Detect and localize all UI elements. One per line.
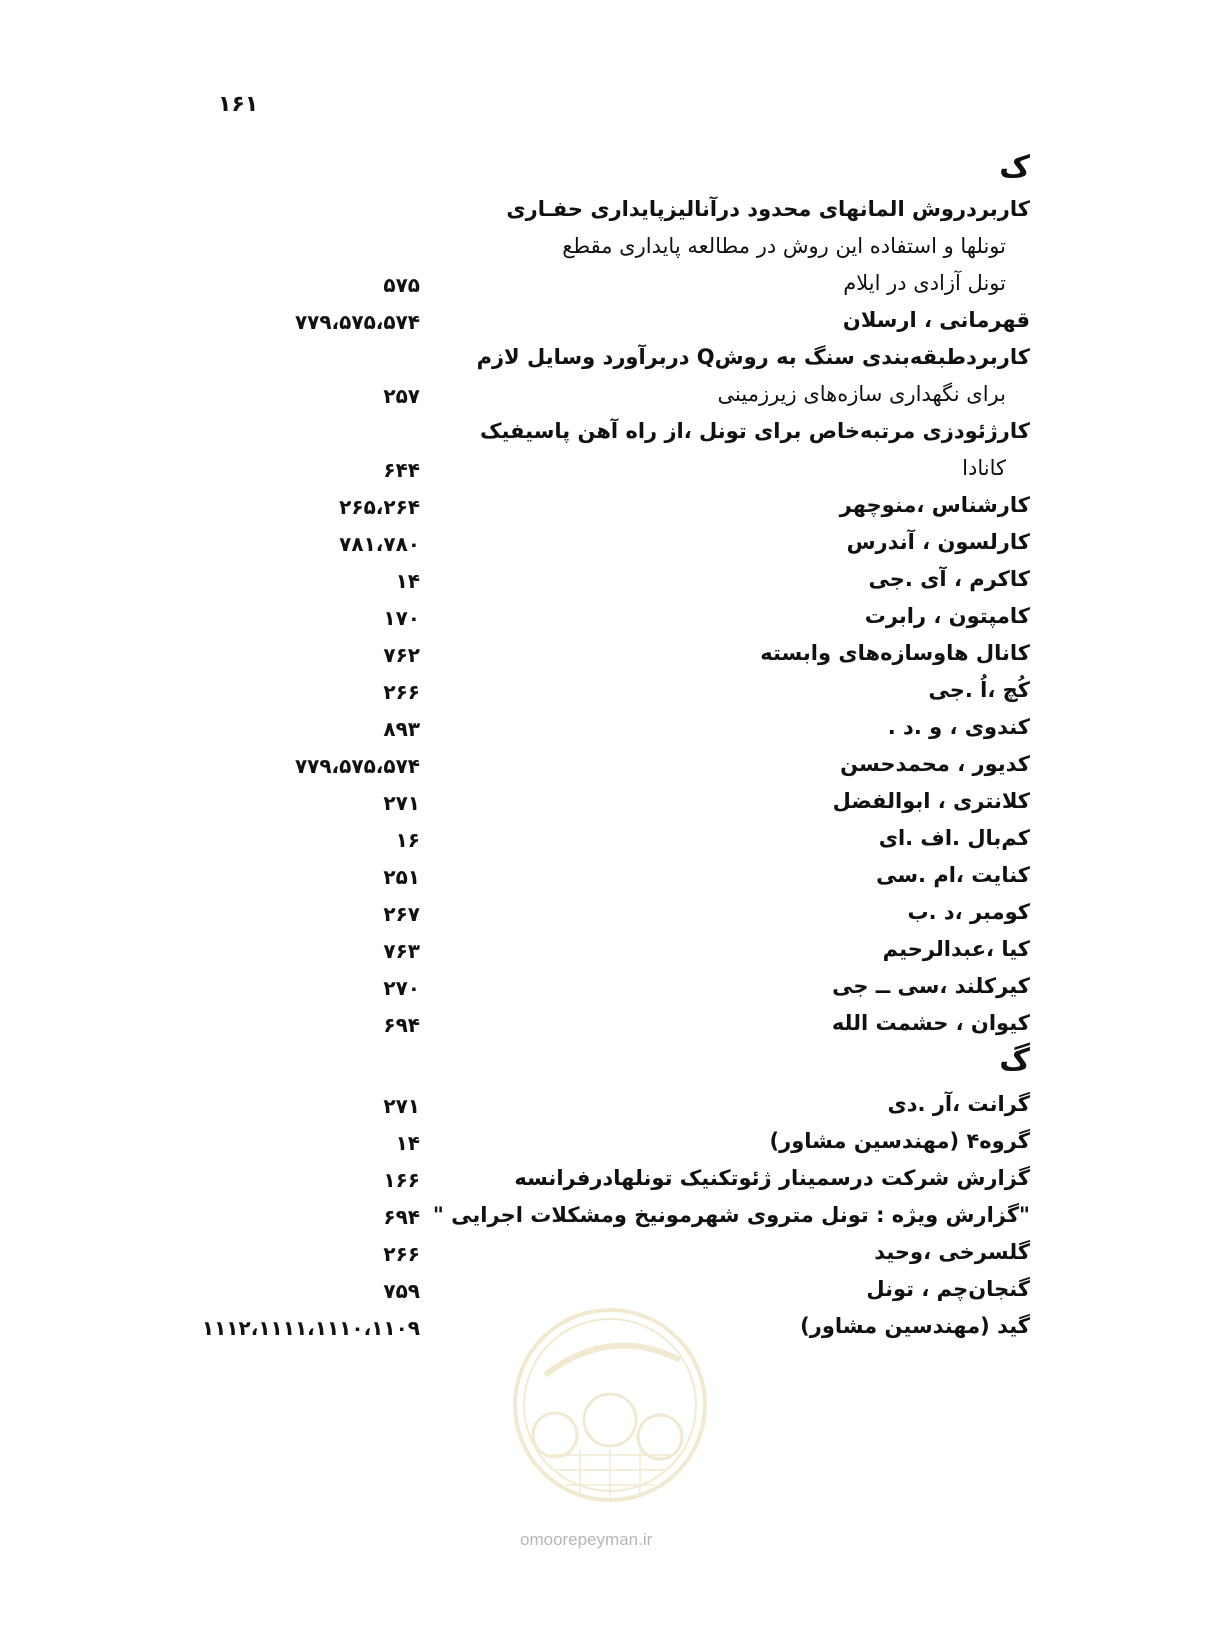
entry-line: برای نگهداری سازه‌های زیرزمینی (717, 382, 1006, 406)
entry-line: قهرمانی ، ارسلان (842, 308, 1030, 332)
entry-pages: ۷۶۳ (383, 939, 420, 963)
entry-line: تونل آزادی در ایلام (843, 271, 1006, 295)
entry-pages: ۲۶۵،۲۶۴ (339, 495, 420, 519)
entry-pages: ۷۷۹،۵۷۵،۵۷۴ (294, 310, 420, 334)
entry-pages: ۷۸۱،۷۸۰ (339, 532, 420, 556)
entry-line: کیرکلند ،سی ــ جی (832, 974, 1030, 998)
entry-line: کُچ ،اُ .جی (928, 678, 1030, 702)
entry-pages: ۲۶۷ (383, 902, 420, 926)
entry-line: گرانت ،آر .دی (887, 1092, 1030, 1116)
entry-pages: ۷۵۹ (383, 1279, 420, 1303)
entry-line: کانادا (962, 456, 1006, 480)
letter-heading-gaf: گ (999, 1043, 1030, 1078)
entry-pages: ۸۹۳ (383, 717, 420, 741)
entry-line: کارشناس ،منوچهر (839, 493, 1030, 517)
entry-line: کاکرم ، آی .جی (868, 567, 1030, 591)
entry-pages: ۵۷۵ (383, 273, 420, 297)
entry-pages: ۲۶۶ (383, 680, 420, 704)
entry-line: کنایت ،ام .سی (876, 863, 1030, 887)
entry-line: کارژئودزی مرتبه‌خاص برای تونل ،از راه آهن پاسیفیک (479, 419, 1030, 443)
entry-line: "گزارش ویژه : تونل متروی شهرمونیخ ومشکلات اجرایی " (432, 1203, 1030, 1227)
entry-line: کم‌بال .اف .ای (878, 826, 1030, 850)
letter-heading-kaf: ک (999, 150, 1030, 185)
entry-pages: ۲۵۷ (383, 384, 420, 408)
entry-pages: ۱۶ (395, 828, 420, 852)
entry-pages: ۲۶۶ (383, 1242, 420, 1266)
entry-pages: ۷۷۹،۵۷۵،۵۷۴ (294, 754, 420, 778)
entry-pages: ۶۹۴ (383, 1013, 420, 1037)
entry-line: کارلسون ، آندرس (846, 530, 1030, 554)
entry-line: کومبر ،د .ب (907, 900, 1030, 924)
entry-line: کامپتون ، رابرت (864, 604, 1030, 628)
entry-pages: ۱۴ (395, 1131, 420, 1155)
entry-line: کیوان ، حشمت الله (831, 1011, 1030, 1035)
entry-pages: ۲۵۱ (383, 865, 420, 889)
entry-line: کانال هاوسازه‌های وابسته (760, 641, 1030, 665)
entry-pages: ۱۴ (395, 569, 420, 593)
gear-seal-icon (510, 1305, 710, 1505)
entry-line: کاربردطبقه‌بندی سنگ به روشQ دربرآورد وسایل لازم (476, 345, 1030, 369)
entry-line: کدیور ، محمدحسن (840, 752, 1030, 776)
entry-line: گزارش شرکت درسمینار ژئوتکنیک تونلهادرفرانسه (514, 1166, 1030, 1190)
entry-pages: ۲۷۱ (383, 1094, 420, 1118)
entry-pages: ۱۷۰ (383, 606, 420, 630)
entry-line: کلانتری ، ابوالفضل (832, 789, 1030, 813)
page-number: ۱۶۱ (218, 92, 259, 117)
entry-pages: ۶۹۴ (383, 1205, 420, 1229)
entry-line: گید (مهندسین مشاور) (800, 1314, 1030, 1338)
entry-line: کندوی ، و .د . (887, 715, 1030, 739)
entry-line: کاربردروش المانهای محدود درآنالیزپایداری حفـاری (506, 197, 1030, 221)
entry-pages: ۶۴۴ (383, 458, 420, 482)
entry-line: گلسرخی ،وحید (874, 1240, 1030, 1264)
entry-line: تونلها و استفاده این روش در مطالعه پایداری مقطع (562, 234, 1006, 258)
entry-pages: ۷۶۲ (383, 643, 420, 667)
entry-pages: ۱۶۶ (383, 1168, 420, 1192)
entry-pages: ۲۷۱ (383, 791, 420, 815)
entry-pages: ۲۷۰ (383, 976, 420, 1000)
watermark-url: omoorepeyman.ir (520, 1530, 653, 1549)
entry-line: کیا ،عبدالرحیم (882, 937, 1030, 961)
entry-line: گنجان‌چم ، تونل (866, 1277, 1030, 1301)
entry-pages: ۱۱۱۲،۱۱۱۱،۱۱۱۰،۱۱۰۹ (201, 1316, 420, 1340)
entry-line: گروه۴ (مهندسین مشاور) (769, 1129, 1030, 1153)
